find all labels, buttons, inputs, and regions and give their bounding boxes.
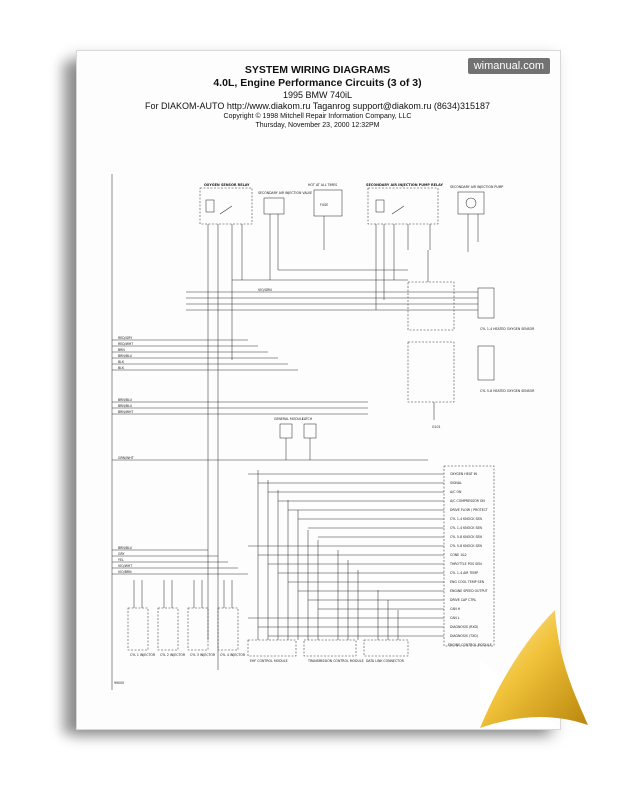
ecm-pin-label: DIAGNOSIS (TXD) (450, 634, 478, 638)
source-line: For DIAKOM-AUTO http://www.diakom.ru Taganrog support@diakom.ru (8634)315187 (145, 101, 490, 111)
ecm-pin-label: CYL 1-4 KNOCK SEN (450, 517, 482, 521)
label-o2-sensor-2: CYL 5-8 HEATED OXYGEN SENSOR (480, 389, 535, 393)
wire-label: VIO/WHT (118, 564, 133, 568)
ecm-pin-label: CAN H (450, 607, 461, 611)
label-injector-2: CYL 2 INJECTOR (160, 653, 186, 657)
wire-label: VIO/BRN (118, 570, 132, 574)
wire-label: BRN/BLU (118, 398, 132, 402)
ecm-pin-label: THROTTLE POS SEN (450, 562, 482, 566)
label-air-pump-relay: SECONDARY AIR INJECTION PUMP RELAY (366, 183, 443, 187)
wire-label: BRN/BLU (118, 404, 132, 408)
wire-label: BRN/WHT (118, 410, 134, 414)
wire-label: RED/WHT (118, 342, 134, 346)
vehicle-model: 1995 BMW 740iL (282, 90, 353, 100)
label-air-pump: SECONDARY AIR INJECTION PUMP (450, 185, 504, 189)
wiring-diagram (108, 170, 535, 700)
watermark: wimanual.com (468, 58, 550, 74)
ecm-pin-label: CYL 5-8 KNOCK SEN (450, 535, 482, 539)
ecm-pin-label: OXYGEN HEAT IN (450, 472, 477, 476)
ecm-pin-label: CYL 1-4 KNOCK SEN (450, 526, 482, 530)
document-subtitle: 4.0L, Engine Performance Circuits (3 of 3) (213, 77, 422, 89)
wire-label: GRN/WHT (118, 456, 134, 460)
label-o2-sensor-1: CYL 1-4 HEATED OXYGEN SENSOR (480, 327, 535, 331)
wire-label: BRN (118, 348, 125, 352)
label-hot-at-all-times: HOT AT ALL TIMES (308, 183, 338, 187)
ecm-pin-label: A/C ON (450, 490, 462, 494)
label-ehf-module: EHF CONTROL MODULE (250, 659, 288, 663)
wire-label: BRN/BLU (118, 546, 132, 550)
ecm-pin-label: CYL 5-8 KNOCK SEN (450, 544, 482, 548)
ecm-pin-label: CAN L (450, 616, 460, 620)
label-air-valve: SECONDARY AIR INJECTION VALVE (258, 191, 313, 195)
wire-label: BLK (118, 366, 125, 370)
label-ecm: ENGINE CONTROL MODULE (448, 643, 492, 647)
document-title: SYSTEM WIRING DIAGRAMS (244, 64, 391, 76)
label-latch: LATCH (302, 417, 313, 421)
copyright-line: Copyright © 1998 Mitchell Repair Information Company, LLC (223, 113, 412, 120)
label-tcm: TRANSMISSION CONTROL MODULE (308, 659, 364, 663)
ecm-pin-label: DRIVE FLOW / PROTECT (450, 508, 488, 512)
label-oxygen-relay: OXYGEN SENSOR RELAY (204, 183, 250, 187)
wire-label: BRN/BLU (118, 354, 132, 358)
ecm-pin-label: A/C COMPRESSOR ON (450, 499, 485, 503)
ecm-pin-label: CYL 1-4 AIR TEMP (450, 571, 479, 575)
wire-label: GRY (118, 552, 125, 556)
page-curl (480, 600, 590, 730)
wire-label: YEL (118, 558, 124, 562)
label-injector-4: CYL 4 INJECTOR (220, 653, 246, 657)
date-line: Thursday, November 23, 2000 12:32PM (255, 122, 380, 129)
label-page-code: 99000 (114, 681, 125, 685)
wire-label: BLK (118, 360, 125, 364)
label-injector-1: CYL 1 INJECTOR (130, 653, 156, 657)
wire-label: VIO/GRN (258, 288, 272, 292)
ecm-pin-label: ENG COOL TEMP SEN (450, 580, 484, 584)
ecm-pin-label: CONE 1&2 (450, 553, 467, 557)
label-data-link: DATA LINK CONNECTOR (366, 659, 404, 663)
ecm-pin-label: DRIVE CAP CTRL (450, 598, 477, 602)
ecm-pin-label: DIAGNOSIS (RXD) (450, 625, 479, 629)
wire-label: RED/GRY (118, 336, 133, 340)
ecm-pin-label: ENGINE SPEED OUTPUT (450, 589, 488, 593)
label-general-module: GENERAL MODULE (274, 417, 304, 421)
ecm-pin-label: SIGNAL (450, 481, 462, 485)
label-ground: G101 (432, 425, 441, 429)
label-fuse: FUSE (320, 203, 329, 207)
label-injector-3: CYL 3 INJECTOR (190, 653, 216, 657)
